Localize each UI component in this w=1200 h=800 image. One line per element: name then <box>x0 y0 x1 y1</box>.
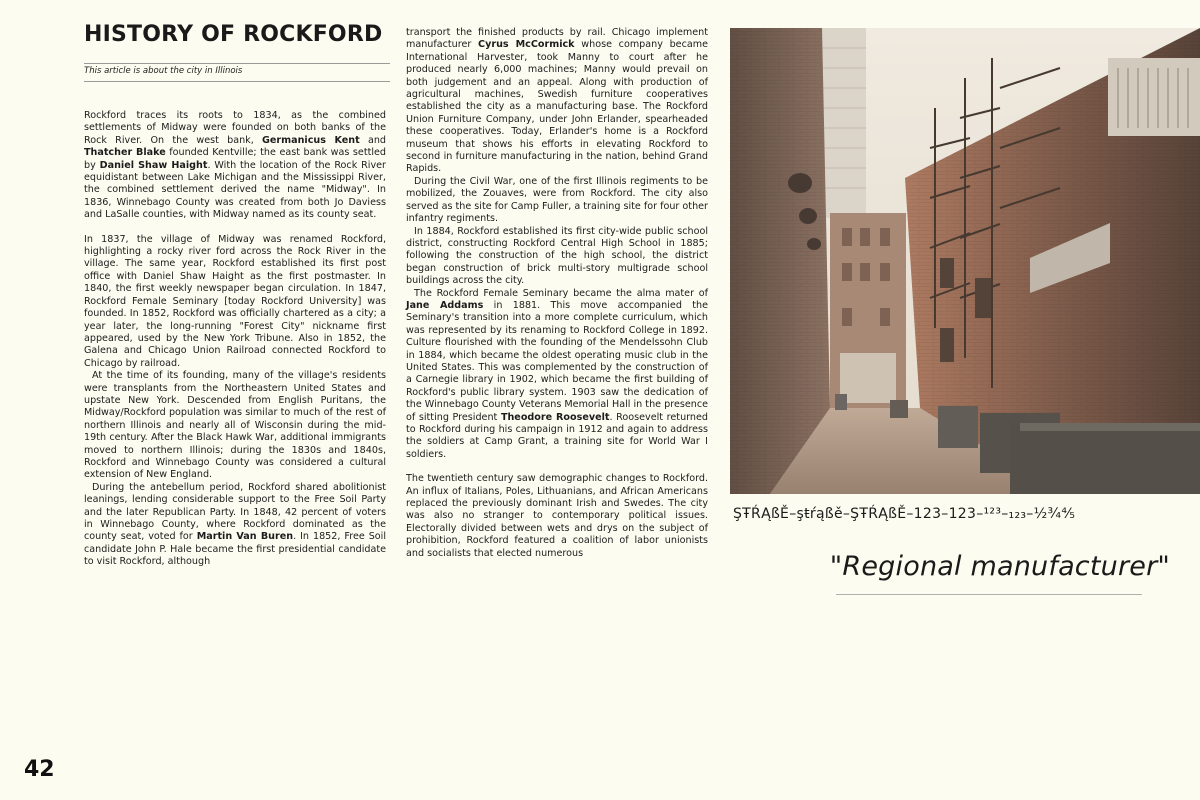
pull-quote-rule <box>836 594 1142 595</box>
title-rule-bottom <box>84 81 390 82</box>
text-column-middle <box>406 27 708 560</box>
paragraph: In 1837, the village of Midway was renamed Rockford, highlighting a rocky river ford across the Rock River in the village. The same year, Rockford established its first post office with Daniel Shaw Haight as the first postmaster. In 1840, the first weekly newspaper began circulation. In 1847, Rockford Female Seminary [today Rockford University] was founded. In 1852, Rockford was officially chartered as a city; a year later, the long-running "Forest City" nickname first appeared, used by the New York Tribune. Also in 1852, the Galena and Chicago Union Railroad connected Rockford to Chicago by railroad. <box>84 233 386 369</box>
paragraph: The twentieth century saw demographic changes to Rockford. An influx of Italians, Poles, Lithuanians, and African Americans replaced the previously dominant Irish and Swedes. The city was also no stranger to contemporary political issues. Electorally divided between wets and drys on the subject of prohibition, Rockford featured a coalition of labor unionists and socialists that elected numerous <box>406 473 708 559</box>
title-rule-top <box>84 63 390 64</box>
brick-alley-photo <box>730 28 1200 494</box>
glyph-sample-text: ŞŦŔĄßĚ–şŧŕąßě–ŞŦŔĄßĚ–123–123–¹²³–₁₂₃–½¾⅘ <box>733 506 1076 522</box>
pull-quote: "Regional manufacturer" <box>829 551 1170 582</box>
paragraph: During the antebellum period, Rockford shared abolitionist leanings, lending considerable support to the Free Soil Party and the later Republican Party. In 1848, 42 percent of voters in Winnebago County, where Rockford dominated as the county seat, voted for Martin Van Buren. In 1852, Free Soil candidate John P. Hale became the first presidential candidate to visit Rockford, although <box>84 481 386 568</box>
article-title: HISTORY OF ROCKFORD <box>84 22 383 47</box>
paragraph: During the Civil War, one of the first Illinois regiments to be mobilized, the Zouaves, were from Rockford. The city also served as the site for Camp Fuller, a training site for four other infantry regiments. <box>406 175 708 225</box>
paragraph: transport the finished products by rail. Chicago implement manufacturer Cyrus McCormick whose company became International Harvester, took Manny to court after he produced nearly 6,000 machines; Manny would prevail on both judgement and an appeal. Along with production of agricultural machines, Swedish furniture cooperatives established the city as a manufacturing base. The Rockford Union Furniture Company, under John Erlander, spearheaded these cooperatives. Today, Erlander's home is a Rockford museum that shows his efforts in elevating Rockford to second in furniture manufacturing in the nation, behind Grand Rapids. <box>406 27 708 175</box>
text-column-left <box>84 110 386 569</box>
paragraph: The Rockford Female Seminary became the alma mater of Jane Addams in 1881. This move accompanied the Seminary's transition into a more complete curriculum, which was represented by its renaming to Rockford College in 1892. Culture flourished with the founding of the Mendelssohn Club in 1884, which became the oldest operating music club in the United States. This was complemented by the construction of a Carnegie library in 1902, which became the first building of Rockford's public library system. 1903 saw the dedication of the Winnebago County Veterans Memorial Hall in the presence of sitting President Theodore Roosevelt. Roosevelt returned to Rockford during his campaign in 1912 and again to address the soldiers at Camp Grant, a training site for World War I soldiers. <box>406 287 709 460</box>
article-subtitle: This article is about the city in Illinois <box>84 66 243 76</box>
paragraph: Rockford traces its roots to 1834, as the combined settlements of Midway were founded on both banks of the Rock River. On the west bank, Germanicus Kent and Thatcher Blake founded Kentville; the east bank was settled by Daniel Shaw Haight. With the location of the Rock River equidistant between Lake Michigan and the Mississippi River, the combined settlement derived the name "Midway". In 1836, Winnebago County was created from both Jo Daviess and LaSalle counties, with Midway named as its county seat. <box>84 110 386 221</box>
paragraph: At the time of its founding, many of the village's residents were transplants from the Northeastern United States and upstate New York. Descended from English Puritans, the Midway/Rockford population was similar to much of the rest of northern Illinois and nearly all of Wisconsin during the mid-19th century. After the Black Hawk War, additional immigrants moved to northern Illinois; during the 1830s and 1840s, Rockford and Winnebago County was considered a cultural extension of New England. <box>84 370 386 481</box>
paragraph: In 1884, Rockford established its first city-wide public school district, constructing Rockford Central High School in 1885; following the construction of the high school, the district began construction of brick multi-story multigrade school buildings across the city. <box>406 225 708 287</box>
page-number: 42 <box>24 757 55 782</box>
